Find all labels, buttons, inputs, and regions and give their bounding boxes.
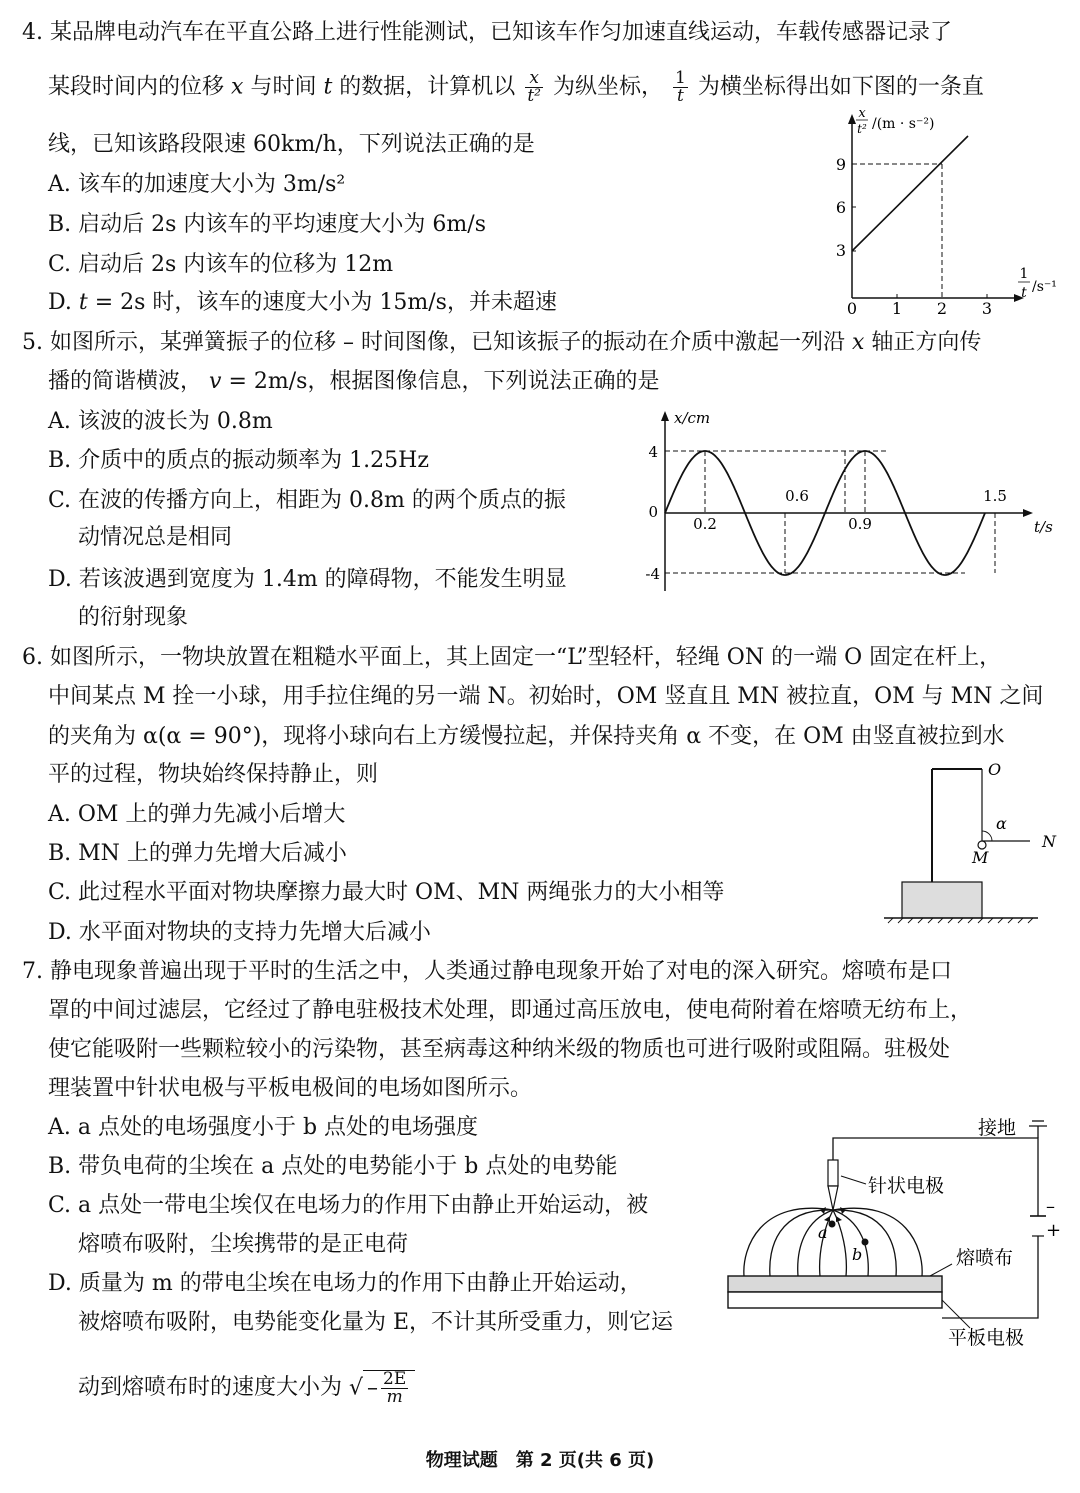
q4-text: 的数据，计算机以 [339,74,516,100]
q6-option-a: A. OM 上的弹力先减小后增大 [48,802,346,827]
q4-text: 某段时间内的位移 [48,74,225,100]
q5-var-v: v [209,369,222,394]
q4-option-c: C. 启动后 2s 内该车的位移为 12m [48,252,394,277]
q7-figure [720,1108,1070,1358]
q5-text: 5. 如图所示，某弹簧振子的位移 – 时间图像，已知该振子的振动在介质中激起一列沿 [22,330,845,355]
frac-den: m [386,1387,403,1407]
q4-text: = 2s 时，该车的速度大小为 15m/s，并未超速 [94,290,557,315]
q4-ytick-3: 3 [835,241,846,260]
q5-text: = 2m/s，根据图像信息，下列说法正确的是 [228,369,660,394]
q7-needle-pointer [841,1176,866,1184]
q6-label-m: M [972,848,989,867]
q4-xtick-0: 0 [846,299,858,318]
q4-text: D. [48,290,72,315]
q5-line2 [48,367,659,397]
q4-y-arrow-icon [848,114,856,124]
q7-point-a [829,1221,836,1228]
q4-graph [820,108,1070,323]
q5-ttick-02: 0.2 [693,515,717,533]
q5-ytick-neg: -4 [645,565,660,583]
q6-label-n: N [1042,832,1056,851]
q4-text: 为横坐标得出如下图的一条直 [697,74,984,100]
q4-line1: 4. 某品牌电动汽车在平直公路上进行性能测试，已知该车作匀加速直线运动，车载传感器记录了 [22,20,952,45]
q4-option-b: B. 启动后 2s 内该车的平均速度大小为 6m/s [48,212,486,237]
q6-line2: 中间某点 M 拴一小球，用手拉住绳的另一端 N。初始时，OM 竖直且 MN 被拉直，OM 与 MN 之间 [48,684,1044,709]
q5-option-a: A. 该波的波长为 0.8m [48,409,273,434]
q4-var-x: x [231,74,244,100]
q5-ytick-pos: 4 [648,443,658,461]
q6-line1: 6. 如图所示，一物块放置在粗糙水平面上，其上固定一“L”型轻杆，轻绳 ON 的一端 O 固定在杆上， [22,645,1002,670]
page-footer: 物理试题 第 2 页(共 6 页) [425,1450,655,1471]
q5-ylabel: x/cm [674,409,711,427]
q7-needle-tip [828,1186,838,1210]
q6-label-o: O [988,760,1002,779]
q7-label-minus: – [1046,1196,1055,1217]
q4-ylabel-unit: /(m · s⁻²) [872,116,935,132]
q7-label-meltblown: 熔喷布 [956,1247,1014,1269]
q6-line4: 平的过程，物块始终保持静止，则 [48,762,379,787]
q7-sqrt-expression: √ – $\frac{2E}{m}$ [349,1370,415,1406]
q7-label-b: b [852,1245,863,1264]
frac-den: t [676,86,684,106]
q7-text: 动到熔喷布时的速度大小为 [78,1375,343,1400]
q4-xlabel-num: 1 [1019,266,1029,282]
q7-field-lines [744,1208,922,1276]
q7-label-plus: + [1046,1220,1062,1241]
q5-option-b: B. 介质中的质点的振动频率为 1.25Hz [48,448,429,473]
q7-meltblown-layer [728,1276,942,1292]
q7-option-b: B. 带负电荷的尘埃在 a 点处的电势能小于 b 点处的电势能 [48,1154,618,1179]
q6-line3: 的夹角为 α(α = 90°)，现将小球向右上方缓慢拉起，并保持夹角 α 不变，在 OM 由竖直被拉到水 [48,724,1005,749]
frac-den: t² [527,86,541,106]
q6-block [902,882,982,918]
q4-ylabel-den: t² [857,122,867,136]
q5-t-arrow-icon [1023,509,1033,517]
q5-line1 [22,328,981,358]
q5-text: 轴正方向传 [871,330,982,355]
q6-figure [878,755,1068,935]
q6-angle-arc [982,831,992,841]
q4-fraction-1-over-t [673,70,688,105]
q7-label-plate: 平板电极 [948,1327,1025,1349]
q4-xlabel-unit: /s⁻¹ [1032,279,1057,295]
q5-y-arrow-icon [661,411,669,421]
q4-xtick-2: 2 [936,299,948,318]
q7-option-a: A. a 点处的电场强度小于 b 点处的电场强度 [48,1115,479,1140]
frac-num: x [525,70,543,88]
q5-option-d1: D. 若该波遇到宽度为 1.4m 的障碍物，不能发生明显 [48,567,567,592]
q4-option-d [48,288,557,318]
q7-plate-pointer [942,1300,970,1328]
q7-option-c2: 熔喷布吸附，尘埃携带的是正电荷 [78,1232,409,1257]
q5-option-c2: 动情况总是相同 [78,525,233,550]
q5-option-c1: C. 在波的传播方向上，相距为 0.8m 的两个质点的振 [48,488,566,513]
q7-label-needle: 针状电极 [868,1175,945,1197]
q4-var-t: t [78,290,88,315]
q7-label-a: a [818,1223,828,1242]
q7-point-b [862,1239,869,1246]
q5-ttick-15: 1.5 [983,487,1007,505]
q5-option-d2: 的衍射现象 [78,605,189,630]
q4-fraction-x-over-t2 [525,70,543,105]
q4-text: 为纵坐标， [552,74,663,100]
frac-num: 1 [674,68,686,88]
q4-text: 与时间 [250,74,317,100]
q6-option-c: C. 此过程水平面对物块摩擦力最大时 OM、MN 两绳张力的大小相等 [48,880,725,905]
q4-xlabel-den: t [1021,285,1027,301]
q4-line2 [48,70,984,105]
q4-ylabel-num: x [858,108,866,121]
q4-line3: 线，已知该路段限速 60km/h，下列说法正确的是 [48,132,535,157]
q7-sqrt-sign: – [367,1375,379,1401]
q4-data-line [852,136,968,251]
q4-ytick-9: 9 [835,155,846,174]
q4-ytick-6: 6 [835,198,846,217]
q4-xtick-1: 1 [891,299,903,318]
q5-graph [640,405,1070,597]
q5-origin: 0 [648,503,658,521]
q7-option-d1: D. 质量为 m 的带电尘埃在电场力的作用下由静止开始运动， [48,1271,642,1296]
q7-line1: 7. 静电现象普遍出现于平时的生活之中，人类通过静电现象开始了对电的深入研究。熔喷布是口 [22,959,952,984]
q7-plate-electrode [728,1292,942,1308]
q5-text: 播的简谐横波， [48,369,203,394]
frac-num: 2E [383,1369,407,1389]
q7-needle-body [828,1160,838,1186]
q4-option-a: A. 该车的加速度大小为 3m/s² [48,172,346,197]
q7-line4: 理装置中针状电极与平板电极间的电场如图所示。 [48,1076,533,1101]
q7-line2: 罩的中间过滤层，它经过了静电驻极技术处理，即通过高压放电，使电荷附着在熔喷无纺布上， [48,998,973,1023]
q6-option-b: B. MN 上的弹力先增大后减小 [48,841,347,866]
q4-var-t: t [323,74,333,100]
q5-var-x: x [851,330,865,355]
q7-option-d2: 被熔喷布吸附，电势能变化量为 E，不计其所受重力，则它运 [78,1310,674,1335]
q7-meltblown-pointer [930,1264,952,1276]
q4-xtick-3: 3 [981,299,993,318]
q6-option-d: D. 水平面对物块的支持力先增大后减小 [48,920,431,945]
q5-xlabel: t/s [1034,518,1053,536]
q5-ttick-06: 0.6 [785,487,809,505]
q5-ttick-09: 0.9 [848,515,872,533]
q6-label-alpha: α [996,814,1007,833]
q7-option-c1: C. a 点处一带电尘埃仅在电场力的作用下由静止开始运动，被 [48,1193,649,1218]
q7-option-d3 [78,1370,415,1406]
q7-label-ground: 接地 [978,1117,1017,1139]
q7-line3: 使它能吸附一些颗粒较小的污染物，甚至病毒这种纳米级的物质也可进行吸附或阻隔。驻极处 [48,1037,951,1062]
